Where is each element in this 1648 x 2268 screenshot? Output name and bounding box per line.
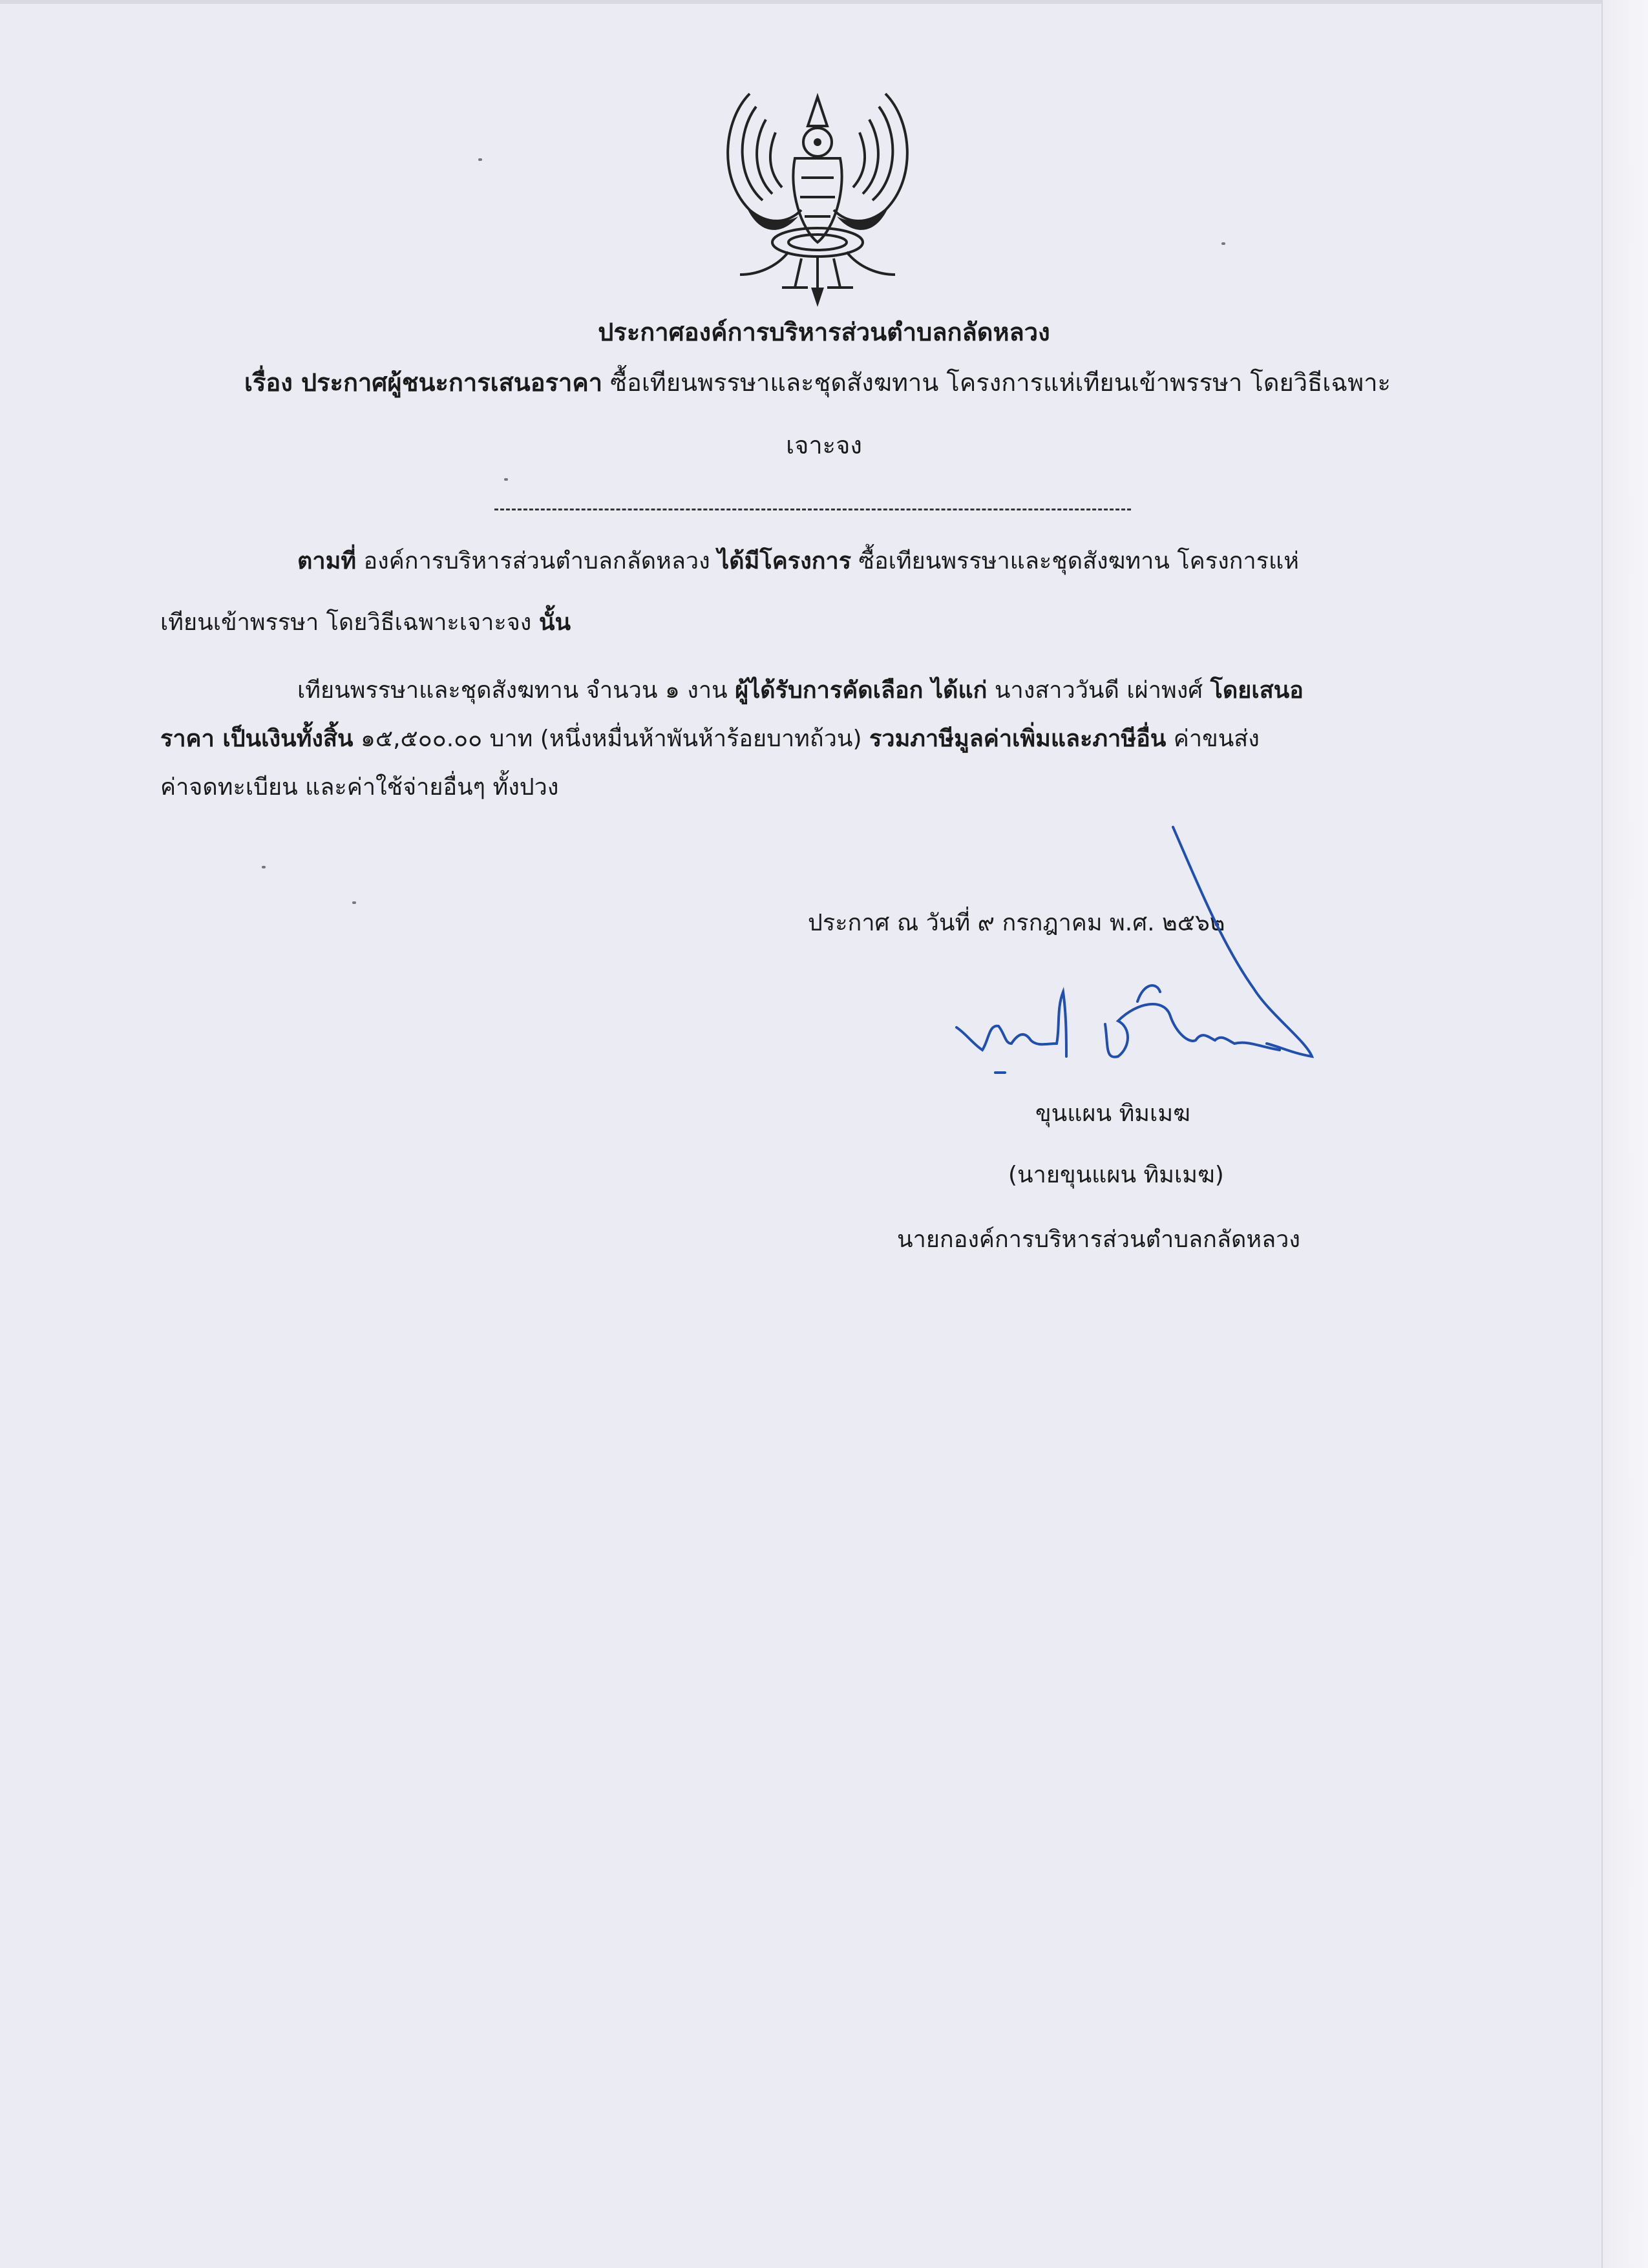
signer-position: นายกองค์การบริหารส่วนตำบลกลัดหลวง: [897, 1226, 1300, 1253]
p2-winner: นางสาววันดี เผ่าพงศ์: [987, 677, 1210, 704]
scan-speck: [262, 866, 266, 868]
subject-label: เรื่อง ประกาศผู้ชนะการเสนอราคา: [244, 368, 603, 397]
p1-label: ตามที่: [297, 548, 357, 574]
p2-item: เทียนพรรษาและชุดสังฆทาน จำนวน ๑ งาน: [297, 677, 735, 704]
p2-price-label: ราคา: [160, 726, 223, 752]
handwritten-signature: [944, 821, 1318, 1105]
scan-speck: [1221, 242, 1225, 245]
divider-line: [494, 509, 1131, 510]
p1-method: เทียนเข้าพรรษา โดยวิธีเฉพาะเจาะจง: [160, 609, 539, 636]
scan-top-edge: [0, 0, 1648, 4]
announcement-date: ประกาศ ณ วันที่ ๙ กรกฎาคม พ.ศ. ๒๕๖๒: [808, 910, 1225, 936]
p2-amount: ๑๕,๕๐๐.๐๐ บาท (หนึ่งหมื่นห้าพันห้าร้อยบาทถ้วน): [353, 726, 870, 752]
paragraph-2-line-1: [297, 675, 1304, 706]
garuda-emblem-icon: [711, 81, 924, 313]
paragraph-2-line-3: ค่าจดทะเบียน และค่าใช้จ่ายอื่นๆ ทั้งปวง: [160, 774, 559, 801]
p2-offer-label: โดยเสนอ: [1210, 677, 1304, 704]
scan-speck: [352, 901, 356, 904]
scan-speck: [504, 478, 508, 481]
p2-selected-label: ผู้ได้รับการคัดเลือก ได้แก่: [735, 677, 988, 704]
p1-org: องค์การบริหารส่วนตำบลกลัดหลวง: [356, 548, 718, 574]
scan-speck: [478, 158, 482, 161]
p2-shipping: ค่าขนส่ง: [1166, 726, 1260, 752]
subject-text: ซื้อเทียนพรรษาและชุดสังฆทาน โครงการแห่เทียนเข้าพรรษา โดยวิธีเฉพาะ: [602, 368, 1391, 397]
paragraph-1-line-1: [297, 546, 1299, 577]
signer-name-parenthesized: (นายขุนแผน ทิมเมฆ): [1008, 1162, 1224, 1188]
p2-tax-label: รวมภาษีมูลค่าเพิ่มและภาษีอื่น: [869, 726, 1167, 752]
p1-project: ซื้อเทียนพรรษาและชุดสังฆทาน โครงการแห่: [851, 548, 1299, 574]
paragraph-1-line-2: [160, 607, 571, 638]
signer-name: ขุนแผน ทิมเมฆ: [1035, 1100, 1190, 1127]
p2-total-label: เป็นเงินทั้งสิ้น: [222, 726, 354, 752]
document-title: ประกาศองค์การบริหารส่วนตำบลกลัดหลวง: [598, 318, 1050, 346]
subject-continuation: เจาะจง: [786, 431, 862, 459]
paragraph-2-line-2: [160, 724, 1260, 755]
subject-line: [165, 367, 1470, 398]
p1-end: นั้น: [538, 609, 571, 636]
p1-has-project: ได้มีโครงการ: [717, 548, 852, 574]
